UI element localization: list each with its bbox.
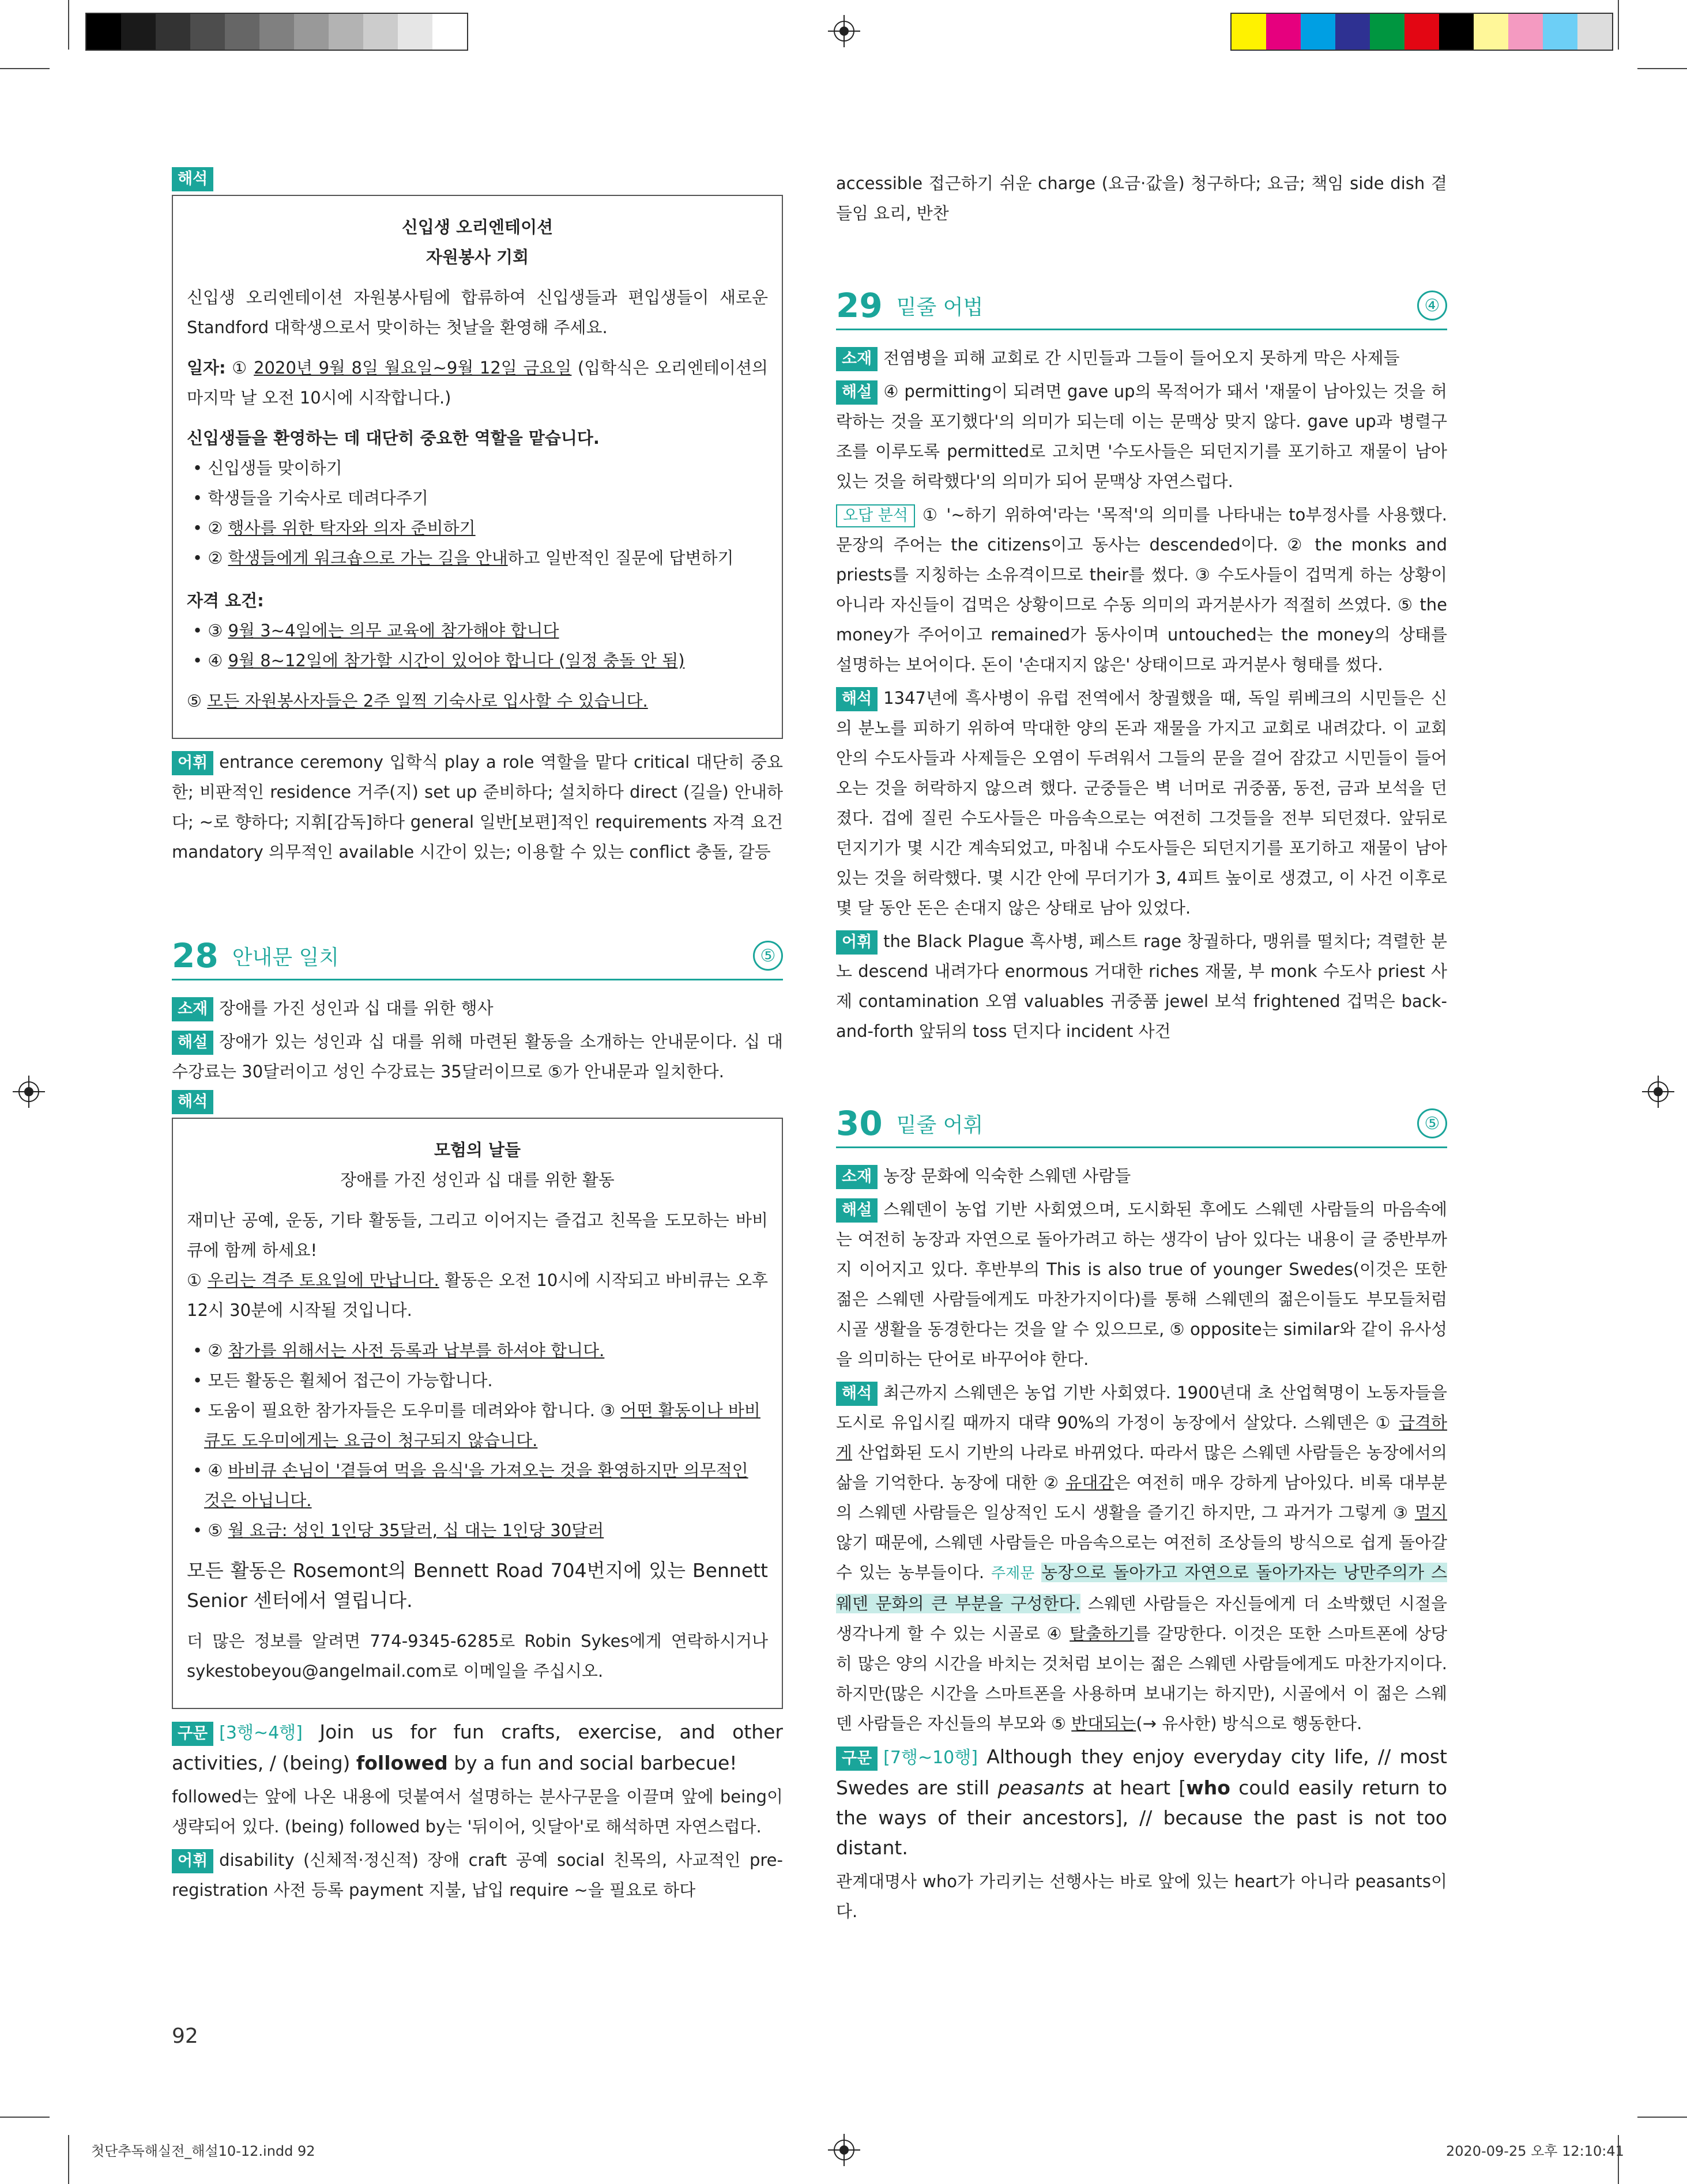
translation-tag: 해석 xyxy=(836,1382,878,1406)
notice-subtitle: 장애를 가진 성인과 십 대를 위한 활동 xyxy=(340,1170,615,1190)
underlined-text: 학생들에게 워크숍으로 가는 길을 안내 xyxy=(228,548,508,568)
syntax-block xyxy=(836,1742,1447,1863)
vocabulary-block xyxy=(172,747,783,867)
underlined-text: 참가를 위해서는 사전 등록과 납부를 하셔야 합니다. xyxy=(228,1341,605,1360)
marker: • ④ xyxy=(193,651,223,670)
notice-title: 신입생 오리엔테이션 xyxy=(401,217,553,237)
color-swatch xyxy=(190,14,225,50)
registration-mark-icon xyxy=(13,1076,45,1108)
explanation xyxy=(172,1027,783,1087)
vocab-tag: 어휘 xyxy=(836,930,878,955)
theme-label: 주제문 xyxy=(991,1565,1035,1582)
right-column xyxy=(836,168,1447,1930)
marker: ⑤ xyxy=(187,691,202,711)
color-swatch xyxy=(294,14,329,50)
topic-line xyxy=(836,1161,1447,1191)
schedule-rest: 활동은 오전 10시에 시작되고 바비큐는 오후 12시 30분에 시작될 것입니다. xyxy=(187,1270,768,1320)
marker: • ② xyxy=(193,518,223,538)
list-item: • 학생들을 기숙사로 데려다주기 xyxy=(193,488,428,508)
roles-heading: 신입생들을 환영하는 데 대단히 중요한 역할을 맡습니다. xyxy=(187,428,600,448)
underlined-text: 바비큐 손님이 '곁들여 먹을 음식'을 가져오는 것을 환영하지만 의무적인 것은 아닙니다. xyxy=(204,1461,748,1510)
topic-text: 장애를 가진 성인과 십 대를 위한 행사 xyxy=(219,998,494,1018)
file-footer: 첫단추독해실전_해설10-12.indd 92 xyxy=(91,2143,315,2159)
question-title: 안내문 일치 xyxy=(232,945,340,970)
syntax-sentence: could easily return to the ways of their ancestors], // because the past is not too distant. xyxy=(836,1776,1448,1859)
color-swatch xyxy=(398,14,432,50)
underlined-text: 급격하게 xyxy=(836,1413,1447,1462)
syntax-sentence: at heart [ xyxy=(1084,1776,1187,1799)
translation-text: 1347년에 흑사병이 유럽 전역에서 창궐했을 때, 독일 뤼베크의 시민들은 신의 분노를 피하기 위하여 막대한 양의 돈과 재물을 가지고 교회로 내려갔다. 이 교회 안의 수도사들과 사제들은 오염이 두려워서 그들의 문을 걸어 잠갔고 시민들이 들어오는 것을 허락하지 않으려 했다. 군중들은 벽 너머로 귀중품, 동전, 금과 보석을 던졌다. 겁에 질린 수도사들은 마음속으로는 여전히 그것들을 전부 되던졌다. 앞뒤로 던지기가 몇 시간 계속되었고, 마침내 수도사들은 되던지기를 포기하고 재물이 남아있는 것을 허락했다. 몇 시간 안에 무더기가 3, 4피트 높이로 생겼고, 이 사건 이후로 몇 달 동안 돈은 손대지 않은 상태로 남아 있었다. xyxy=(836,688,1447,918)
notice-intro: 신입생 오리엔테이션 자원봉사팀에 합류하여 신입생들과 편입생들이 새로운 Standford 대학생으로서 맞이하는 첫날을 환영해 주세요. xyxy=(187,288,768,337)
color-swatch xyxy=(1474,14,1508,50)
question-number: 30 xyxy=(836,1104,883,1143)
translation-text: 최근까지 스웨덴은 농업 기반 사회였다. 1900년대 초 산업혁명이 노동자들을 도시로 유입시킬 때까지 대략 90%의 가정이 농장에서 살았다. 스웨덴은 ① xyxy=(836,1383,1447,1432)
underlined-text: 모든 자원봉사자들은 2주 일찍 기숙사로 입사할 수 있습니다. xyxy=(207,691,648,711)
answer-badge: ⑤ xyxy=(1417,1108,1447,1138)
notice-date xyxy=(187,353,768,413)
vocab-continued: accessible 접근하기 쉬운 charge (요금·값을) 청구하다; 요금; 책임 side dish 곁들임 요리, 반찬 xyxy=(836,173,1447,223)
vocab-tag: 어휘 xyxy=(172,751,213,775)
color-swatch xyxy=(1232,14,1266,50)
underlined-text: 반대되는 xyxy=(1071,1714,1136,1733)
timestamp-footer: 2020-09-25 오후 12:10:41 xyxy=(1446,2143,1624,2159)
theme-sentence: 농장으로 돌아가고 자연으로 돌아가자는 낭만주의가 스웨덴 문화의 큰 부분을 구성한다. xyxy=(836,1563,1447,1613)
syntax-sentence: Join us for fun crafts, exercise, and other activities, / (being) xyxy=(172,1721,783,1774)
marker: • ③ xyxy=(193,621,223,640)
answer-badge: ④ xyxy=(1417,291,1447,320)
requirements-heading: 자격 요건: xyxy=(187,591,264,610)
notice-intro: 재미난 공예, 운동, 기타 활동들, 그리고 이어지는 즐겁고 친목을 도모하는 바비큐에 함께 하세요! xyxy=(187,1210,768,1260)
question-number: 29 xyxy=(836,286,883,325)
list-item xyxy=(187,543,768,573)
topic-text: 전염병을 피해 교회로 간 시민들과 그들이 들어오지 못하게 막은 사제들 xyxy=(883,348,1400,368)
question-29-header xyxy=(836,286,1447,330)
underlined-text: 2020년 9월 8일 월요일~9월 12일 금요일 xyxy=(254,358,572,378)
underlined-text: 월 요금: 성인 1인당 35달러, 십 대는 1인당 30달러 xyxy=(228,1521,604,1540)
crop-mark xyxy=(0,2117,50,2118)
vocab-text: disability (신체적·정신적) 장애 craft 공예 social 친목의, 사교적인 pre-registration 사전 등록 payment 지불, 납입 require ~을 필요로 하다 xyxy=(172,1850,783,1900)
page-number: 92 xyxy=(172,2024,198,2048)
gray-color-bar xyxy=(85,13,468,51)
underlined-text: 유대감 xyxy=(1065,1473,1114,1492)
syntax-keyword: who xyxy=(1186,1776,1230,1799)
translation-text: 않기 때문에, 스웨덴 사람들은 마음속으로는 여전히 조상들의 방식으로 쉽게 돌아갈 수 있는 농부들이다. xyxy=(836,1533,1447,1582)
underlined-text: 탈출하기 xyxy=(1070,1624,1135,1643)
vocab-text: the Black Plague 흑사병, 페스트 rage 창궐하다, 맹위를 떨치다; 격렬한 분노 descend 내려가다 enormous 거대한 riches 재물, 부 monk 수도사 priest 사제 contamination 오염 valuables 귀중품 jewel 보석 frightened 겁먹은 back-and-forth 앞뒤의 toss 던지다 incident 사건 xyxy=(836,931,1447,1041)
notice-contact: 더 많은 정보를 알려면 774-9345-6285로 Robin Sykes에게 연락하시거나 sykestobeyou@angelmail.com로 이메일을 주십시오. xyxy=(187,1631,768,1681)
color-swatch xyxy=(225,14,259,50)
list-item xyxy=(187,1455,768,1515)
translation-text: (→ 유사한) 방식으로 행동한다. xyxy=(1136,1714,1362,1733)
notice-schedule xyxy=(187,1265,768,1325)
list-item: • 신입생들 맞이하기 xyxy=(193,458,342,478)
explanation-text: 장애가 있는 성인과 십 대를 위해 마련된 활동을 소개하는 안내문이다. 십 대 수강료는 30달러이고 성인 수강료는 35달러이므로 ⑤가 안내문과 일치한다. xyxy=(172,1032,783,1081)
topic-line xyxy=(836,343,1447,373)
color-swatch xyxy=(1543,14,1577,50)
color-swatch xyxy=(259,14,294,50)
syntax-sentence: Although they enjoy everyday city life, // most Swedes are still xyxy=(836,1745,1447,1799)
marker: • ④ xyxy=(193,1461,223,1480)
color-swatch xyxy=(1404,14,1439,50)
question-title: 밑줄 어법 xyxy=(896,295,984,319)
color-swatch xyxy=(1301,14,1335,50)
crop-mark xyxy=(68,0,69,50)
list-item xyxy=(187,616,768,646)
notice-title: 모험의 날들 xyxy=(434,1140,521,1160)
syntax-italic: peasants xyxy=(997,1776,1084,1799)
explanation-tag: 해설 xyxy=(836,380,878,405)
topic-line xyxy=(172,993,783,1023)
color-swatch xyxy=(156,14,190,50)
notice-subtitle: 자원봉사 기회 xyxy=(425,247,529,267)
adventure-notice-box xyxy=(172,1118,783,1709)
registration-mark-icon xyxy=(828,2134,860,2166)
registration-mark-icon xyxy=(1642,1076,1674,1108)
orientation-notice-box xyxy=(172,195,783,739)
explanation xyxy=(836,376,1447,496)
vocab-text: entrance ceremony 입학식 play a role 역할을 맡다 critical 대단히 중요한; 비판적인 residence 거주(지) set up 준비하다; 설치하다 direct (길을) 안내하다; ~로 향하다; 지휘[감독]하다 general 일반[보편]적인 requirements 자격 요건 mandatory 의무적인 available 시간이 있는; 이용할 수 있는 conflict 충돌, 갈등 xyxy=(172,752,783,862)
question-title: 밑줄 어휘 xyxy=(896,1113,984,1137)
underlined-text: 9월 8~12일에 참가할 시간이 있어야 합니다 (일정 충돌 안 됨) xyxy=(228,651,685,670)
list-text: • 도움이 필요한 참가자들은 도우미를 데려와야 합니다. ③ xyxy=(193,1401,616,1420)
translation-tag: 해석 xyxy=(172,1090,213,1114)
notice-final xyxy=(187,686,768,716)
explanation-text: 스웨덴이 농업 기반 사회였으며, 도시화된 후에도 스웨덴 사람들의 마음속에는 여전히 농장과 자연으로 돌아가려고 하는 생각이 남아 있다는 내용이 글 중반부까지 이어지고 있다. 후반부의 This is also true of younger Swedes(이것은 또한 젊은 스웨덴 사람들에게도 마찬가지이다)를 통해 스웨덴의 젊은이들도 부모들처럼 시골 생활을 동경한다는 것을 알 수 있으므로, ⑤ opposite는 similar와 같이 유사성을 의미하는 단어로 바꾸어야 한다. xyxy=(836,1199,1447,1369)
marker: • ⑤ xyxy=(193,1521,223,1540)
underlined-text: 멀지 xyxy=(1414,1503,1447,1522)
marker: • ② xyxy=(193,548,223,568)
vocabulary-block xyxy=(836,926,1447,1046)
line-reference: [7행~10행] xyxy=(883,1748,978,1768)
color-swatch xyxy=(1439,14,1474,50)
color-swatch xyxy=(1335,14,1370,50)
underlined-text: 9월 3~4일에는 의무 교육에 참가해야 합니다 xyxy=(228,621,559,640)
underlined-text: 행사를 위한 탁자와 의자 준비하기 xyxy=(228,518,476,538)
list-text: 하고 일반적인 질문에 답변하기 xyxy=(507,548,734,568)
crop-mark xyxy=(1618,0,1619,50)
left-column xyxy=(172,167,783,1908)
crop-mark xyxy=(1637,68,1687,69)
list-item xyxy=(187,1515,768,1545)
translation-text: 산업화된 도시 기반의 나라로 바뀌었다. 따라서 많은 스웨덴 사람들은 농장에서의 삶을 기억한다. 농장에 대한 ② xyxy=(836,1443,1447,1492)
translation xyxy=(836,683,1447,923)
topic-tag: 소재 xyxy=(836,1165,878,1189)
list-item xyxy=(187,1336,768,1366)
topic-tag: 소재 xyxy=(836,347,878,371)
color-swatch xyxy=(1508,14,1543,50)
question-number: 28 xyxy=(172,936,219,975)
color-swatch xyxy=(432,14,467,50)
wrong-answer-analysis xyxy=(836,500,1447,680)
translation-tag: 해석 xyxy=(836,687,878,711)
date-rest: (입학식은 오리엔테이션의 마지막 날 오전 10시에 시작합니다.) xyxy=(187,358,769,408)
underlined-text: 우리는 격주 토요일에 만납니다. xyxy=(207,1270,439,1290)
color-swatch xyxy=(1577,14,1612,50)
syntax-keyword: followed xyxy=(356,1752,448,1774)
list-item xyxy=(187,1395,768,1455)
process-color-bar xyxy=(1230,13,1613,51)
color-swatch xyxy=(1370,14,1404,50)
crop-mark xyxy=(68,2135,69,2184)
crop-mark xyxy=(0,68,50,69)
list-item: • 모든 활동은 휠체어 접근이 가능합니다. xyxy=(193,1371,493,1390)
explanation-text: ④ permitting이 되려면 gave up의 목적어가 돼서 '재물이 남아있는 것을 허락하는 것을 포기했다'의 의미가 되는데 이는 문맥상 맞지 않다. gave up과 병렬구조를 이루도록 permitted로 고치면 '수도사들은 되던지기를 포기하고 재물이 남아있는 것을 허락했다'의 의미가 되어 문맥상 자연스럽다. xyxy=(836,382,1447,491)
registration-mark-icon xyxy=(828,15,860,47)
translation-text: 를 갈망한다. 이것은 또한 스마트폰에 상당히 많은 양의 시간을 바치는 것처럼 보이는 젊은 스웨덴 사람들에게도 마찬가지이다. 하지만(많은 시간을 스마트폰을 사용하며 보내기는 하지만), 시골에서 이 젊은 스웨덴 사람들은 자신들의 부모와 ⑤ xyxy=(836,1624,1447,1733)
syntax-explanation: followed는 앞에 나온 내용에 덧붙여서 설명하는 분사구문을 이끌며 앞에 being이 생략되어 있다. (being) followed by는 '뒤이어, 잇달아'로 해석하면 자연스럽다. xyxy=(172,1787,783,1836)
answer-badge: ⑤ xyxy=(753,941,783,971)
topic-text: 농장 문화에 익숙한 스웨덴 사람들 xyxy=(883,1166,1131,1186)
wrong-answer-tag: 오답 분석 xyxy=(836,504,915,527)
question-30-header xyxy=(836,1104,1447,1148)
notice-location: 모든 활동은 Rosemont의 Bennett Road 704번지에 있는 Bennett Senior 센터에서 열립니다. xyxy=(187,1559,768,1612)
color-swatch xyxy=(1266,14,1301,50)
translation-text: 스웨덴 사람들은 자신들에게 더 소박했던 시절을 생각나게 할 수 있는 시골로 ④ xyxy=(836,1594,1448,1643)
wrong-answer-text: ① '~하기 위하여'라는 '목적'의 의미를 나타내는 to부정사를 사용했다. 문장의 주어는 the citizens이고 동사는 descended이다. ② the monks and priests를 지칭하는 소유격이므로 their를 썼다. ③ 수도사들이 겁먹게 하는 상황이 아니라 자신들이 겁먹은 상황이므로 수동 의미의 과거분사가 적절히 쓰였다. ⑤ the money가 주어이고 remained가 동사이며 untouched는 the money의 상태를 설명하는 보어이다. 돈이 '손대지지 않은' 상태이므로 과거분사 형태를 썼다. xyxy=(836,505,1447,674)
question-28-header xyxy=(172,936,783,980)
explanation-tag: 해설 xyxy=(836,1198,878,1223)
marker: ① xyxy=(232,358,248,378)
topic-tag: 소재 xyxy=(172,997,213,1021)
explanation xyxy=(836,1194,1447,1374)
translation xyxy=(836,1378,1447,1738)
syntax-tag: 구문 xyxy=(836,1747,878,1771)
vocab-tag: 어휘 xyxy=(172,1849,213,1873)
explanation-tag: 해설 xyxy=(172,1031,213,1055)
color-swatch xyxy=(329,14,363,50)
list-item xyxy=(187,646,768,676)
syntax-explanation: 관계대명사 who가 가리키는 선행사는 바로 앞에 있는 heart가 아니라 peasants이다. xyxy=(836,1872,1447,1921)
marker: ① xyxy=(187,1270,202,1290)
translation-text: 은 여전히 매우 강하게 남아있다. 비록 대부분의 스웨덴 사람들은 일상적인 도시 생활을 즐기긴 하지만, 그 과거가 그렇게 ③ xyxy=(836,1473,1448,1522)
marker: • ② xyxy=(193,1341,223,1360)
color-swatch xyxy=(121,14,156,50)
translation-tag: 해석 xyxy=(172,167,213,191)
crop-mark xyxy=(1637,2117,1687,2118)
syntax-tag: 구문 xyxy=(172,1722,213,1746)
line-reference: [3행~4행] xyxy=(219,1723,303,1743)
syntax-sentence: by a fun and social barbecue! xyxy=(447,1752,737,1774)
underlined-text: 어떤 활동이나 바비큐도 도우미에게는 요금이 청구되지 않습니다. xyxy=(204,1401,760,1450)
color-swatch xyxy=(86,14,121,50)
syntax-block xyxy=(172,1717,783,1778)
list-item xyxy=(187,513,768,543)
vocabulary-block xyxy=(172,1845,783,1905)
date-label: 일자: xyxy=(187,358,226,378)
color-swatch xyxy=(363,14,398,50)
